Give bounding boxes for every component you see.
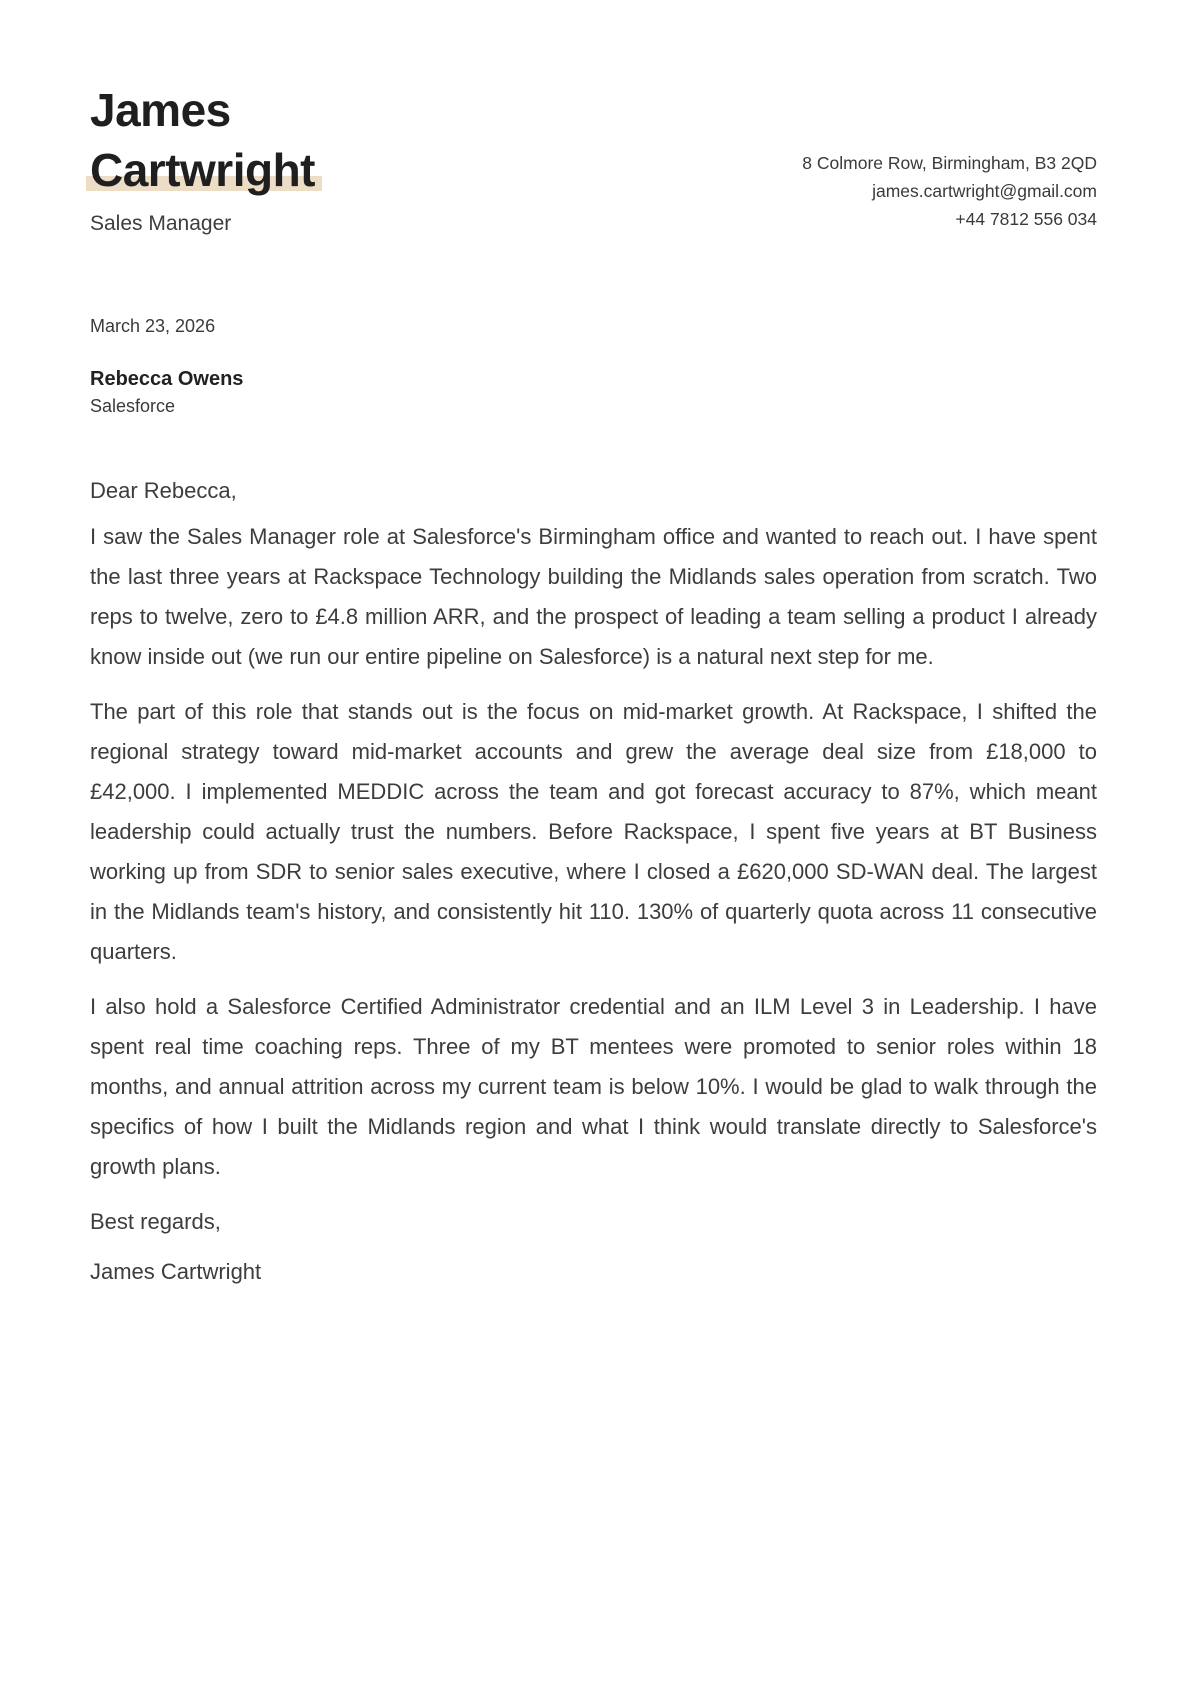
body-paragraph-2: The part of this role that stands out is the focus on mid-market growth. At Rackspace, I shifted the regional strategy toward mid-market accounts and grew the average deal size from £18,000 to £42,000. I implemented MEDDIC across the team and got forecast accuracy to 87%, which meant leadership could actually trust the numbers. Before Rackspace, I spent five years at BT Business working up from SDR to senior sales executive, where I closed a £620,000 SD-WAN deal. The largest in the Midlands team's history, and consistently hit 110. 130% of quarterly quota across 11 consecutive quarters. xyxy=(90,699,1097,964)
letter-date: March 23, 2026 xyxy=(90,316,216,336)
contact-phone: +44 7812 556 034 xyxy=(955,209,1097,229)
body-paragraph-3: I also hold a Salesforce Certified Administrator credential and an ILM Level 3 in Leadership. I have spent real time coaching reps. Three of my BT mentees were promoted to senior roles within 18 months, and annual attrition across my current team is below 10%. I would be glad to walk through the specifics of how I built the Midlands region and what I think would translate directly to Salesforce's growth plans. xyxy=(90,994,1097,1179)
letter-body xyxy=(90,517,1097,1187)
recipient-block xyxy=(90,365,1097,419)
letter-header xyxy=(90,80,1097,237)
contact-block xyxy=(802,149,1097,237)
recipient-company: Salesforce xyxy=(90,396,176,416)
closing: Best regards, xyxy=(90,1209,221,1234)
first-name: James xyxy=(90,84,231,136)
name-block xyxy=(90,80,315,237)
contact-email: james.cartwright@gmail.com xyxy=(872,181,1097,201)
job-title: Sales Manager xyxy=(90,212,232,235)
body-paragraph-1: I saw the Sales Manager role at Salesforce's Birmingham office and wanted to reach out. I have spent the last three years at Rackspace Technology building the Midlands sales operation from scratch. Two reps to twelve, zero to £4.8 million ARR, and the prospect of leading a team selling a product I already know inside out (we run our entire pipeline on Salesforce) is a natural next step for me. xyxy=(90,524,1097,669)
salutation: Dear Rebecca, xyxy=(90,478,237,503)
last-name-highlighted: Cartwright xyxy=(90,140,315,200)
contact-address: 8 Colmore Row, Birmingham, B3 2QD xyxy=(802,153,1097,173)
recipient-name: Rebecca Owens xyxy=(90,368,244,390)
signature: James Cartwright xyxy=(90,1259,262,1284)
